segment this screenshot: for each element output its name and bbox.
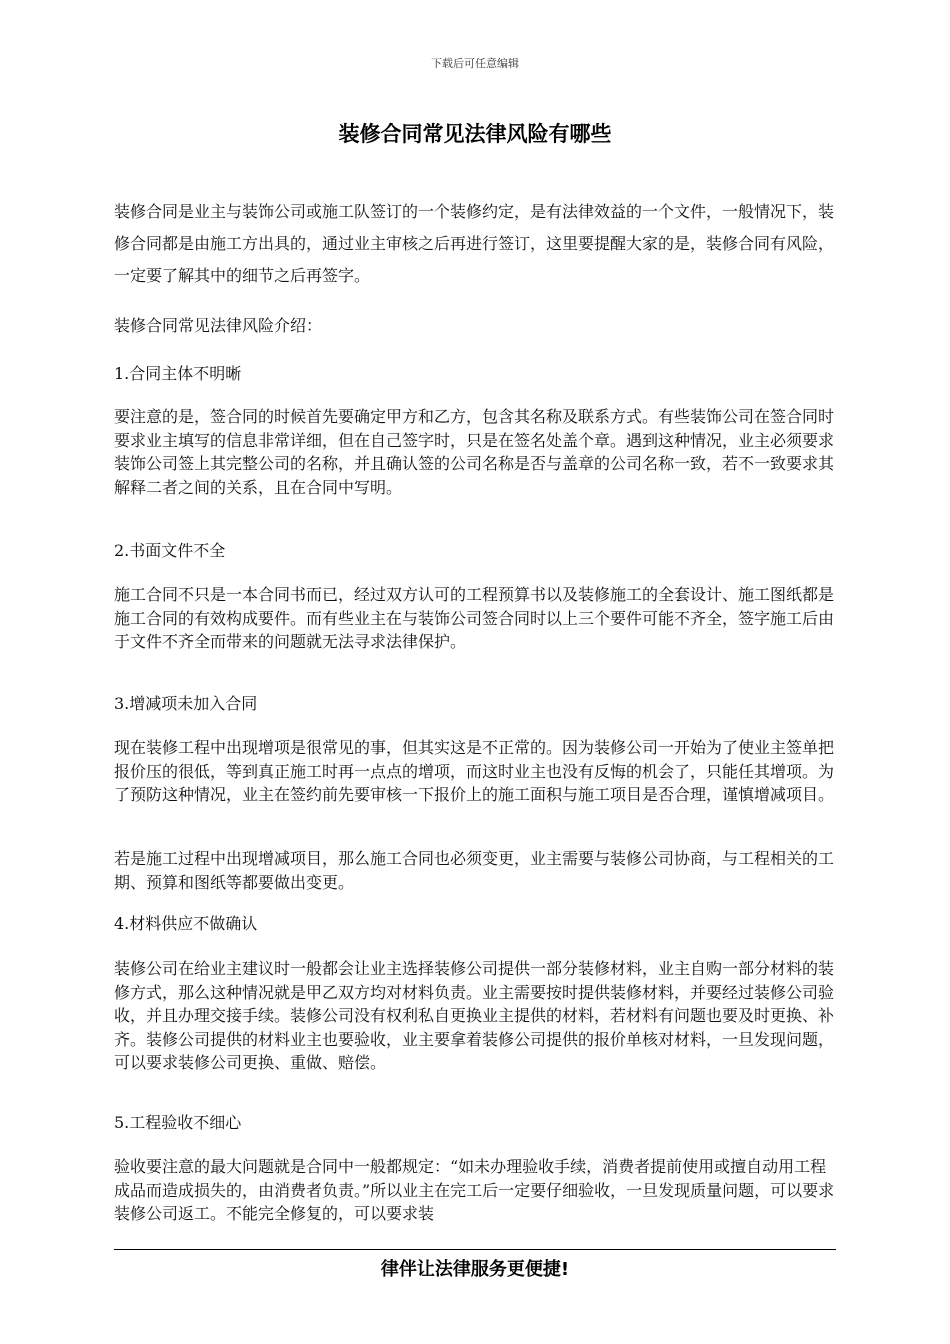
section-2-paragraph: 施工合同不只是一本合同书而已，经过双方认可的工程预算书以及装修施工的全套设计、施工图纸都是施工合同的有效构成要件。而有些业主在与装饰公司签合同时以上三个要件可能不齐全，签字施工后由于文件不齐全而带来的问题就无法寻求法律保护。	[114, 585, 835, 651]
lead-text: 装修合同常见法律风险介绍：	[114, 316, 323, 335]
section-3-paragraph-2: 若是施工过程中出现增减项目，那么施工合同也必须变更，业主需要与装修公司协商，与工程相关的工期、预算和图纸等都要做出变更。	[114, 849, 835, 892]
section-4-paragraph: 装修公司在给业主建议时一般都会让业主选择装修公司提供一部分装修材料，业主自购一部分材料的装修方式，那么这种情况就是甲乙双方均对材料负责。业主需要按时提供装修材料，并要经过装修公司验收，并且办理交接手续。装修公司没有权利私自更换业主提供的材料，若材料有问题也要及时更换、补齐。装修公司提供的材料业主也要验收，业主要拿着装修公司提供的报价单核对材料，一旦发现问题，可以要求装修公司更换、重做、赔偿。	[114, 959, 835, 1072]
section-heading-4: 4.材料供应不做确认	[114, 914, 258, 933]
footer-slogan: 律伴让法律服务更便捷!	[380, 1259, 570, 1280]
section-3-paragraph-1: 现在装修工程中出现增项是很常见的事，但其实这是不正常的。因为装修公司一开始为了使业主签单把报价压的很低，等到真正施工时再一点点的增项，而这时业主也没有反悔的机会了，只能任其增项。为了预防这种情况，业主在签约前先要审核一下报价上的施工面积与施工项目是否合理，谨慎增减项目。	[114, 738, 835, 804]
footer-divider	[114, 1249, 836, 1250]
section-heading-2: 2.书面文件不全	[114, 541, 226, 560]
page-title: 装修合同常见法律风险有哪些	[338, 122, 612, 146]
section-heading-3: 3.增减项未加入合同	[114, 694, 258, 713]
section-heading-1: 1.合同主体不明晰	[114, 364, 242, 383]
intro-paragraph: 装修合同是业主与装饰公司或施工队签订的一个装修约定，是有法律效益的一个文件，一般情况下，装修合同都是由施工方出具的，通过业主审核之后再进行签订，这里要提醒大家的是，装修合同有风险，一定要了解其中的细节之后再签字。	[114, 202, 835, 285]
section-1-paragraph: 要注意的是，签合同的时候首先要确定甲方和乙方，包含其名称及联系方式。有些装饰公司在签合同时要求业主填写的信息非常详细，但在自己签字时，只是在签名处盖个章。遇到这种情况，业主必须要求装饰公司签上其完整公司的名称，并且确认签的公司名称是否与盖章的公司名称一致，若不一致要求其解释二者之间的关系，且在合同中写明。	[114, 407, 835, 497]
section-heading-5: 5.工程验收不细心	[114, 1113, 242, 1132]
section-5-paragraph: 验收要注意的最大问题就是合同中一般都规定：“如未办理验收手续，消费者提前使用或擅自动用工程成品而造成损失的，由消费者负责。”所以业主在完工后一定要仔细验收，一旦发现质量问题，可以要求装修公司返工。不能完全修复的，可以要求装	[114, 1157, 835, 1223]
header-note: 下载后可任意编辑	[431, 57, 519, 70]
